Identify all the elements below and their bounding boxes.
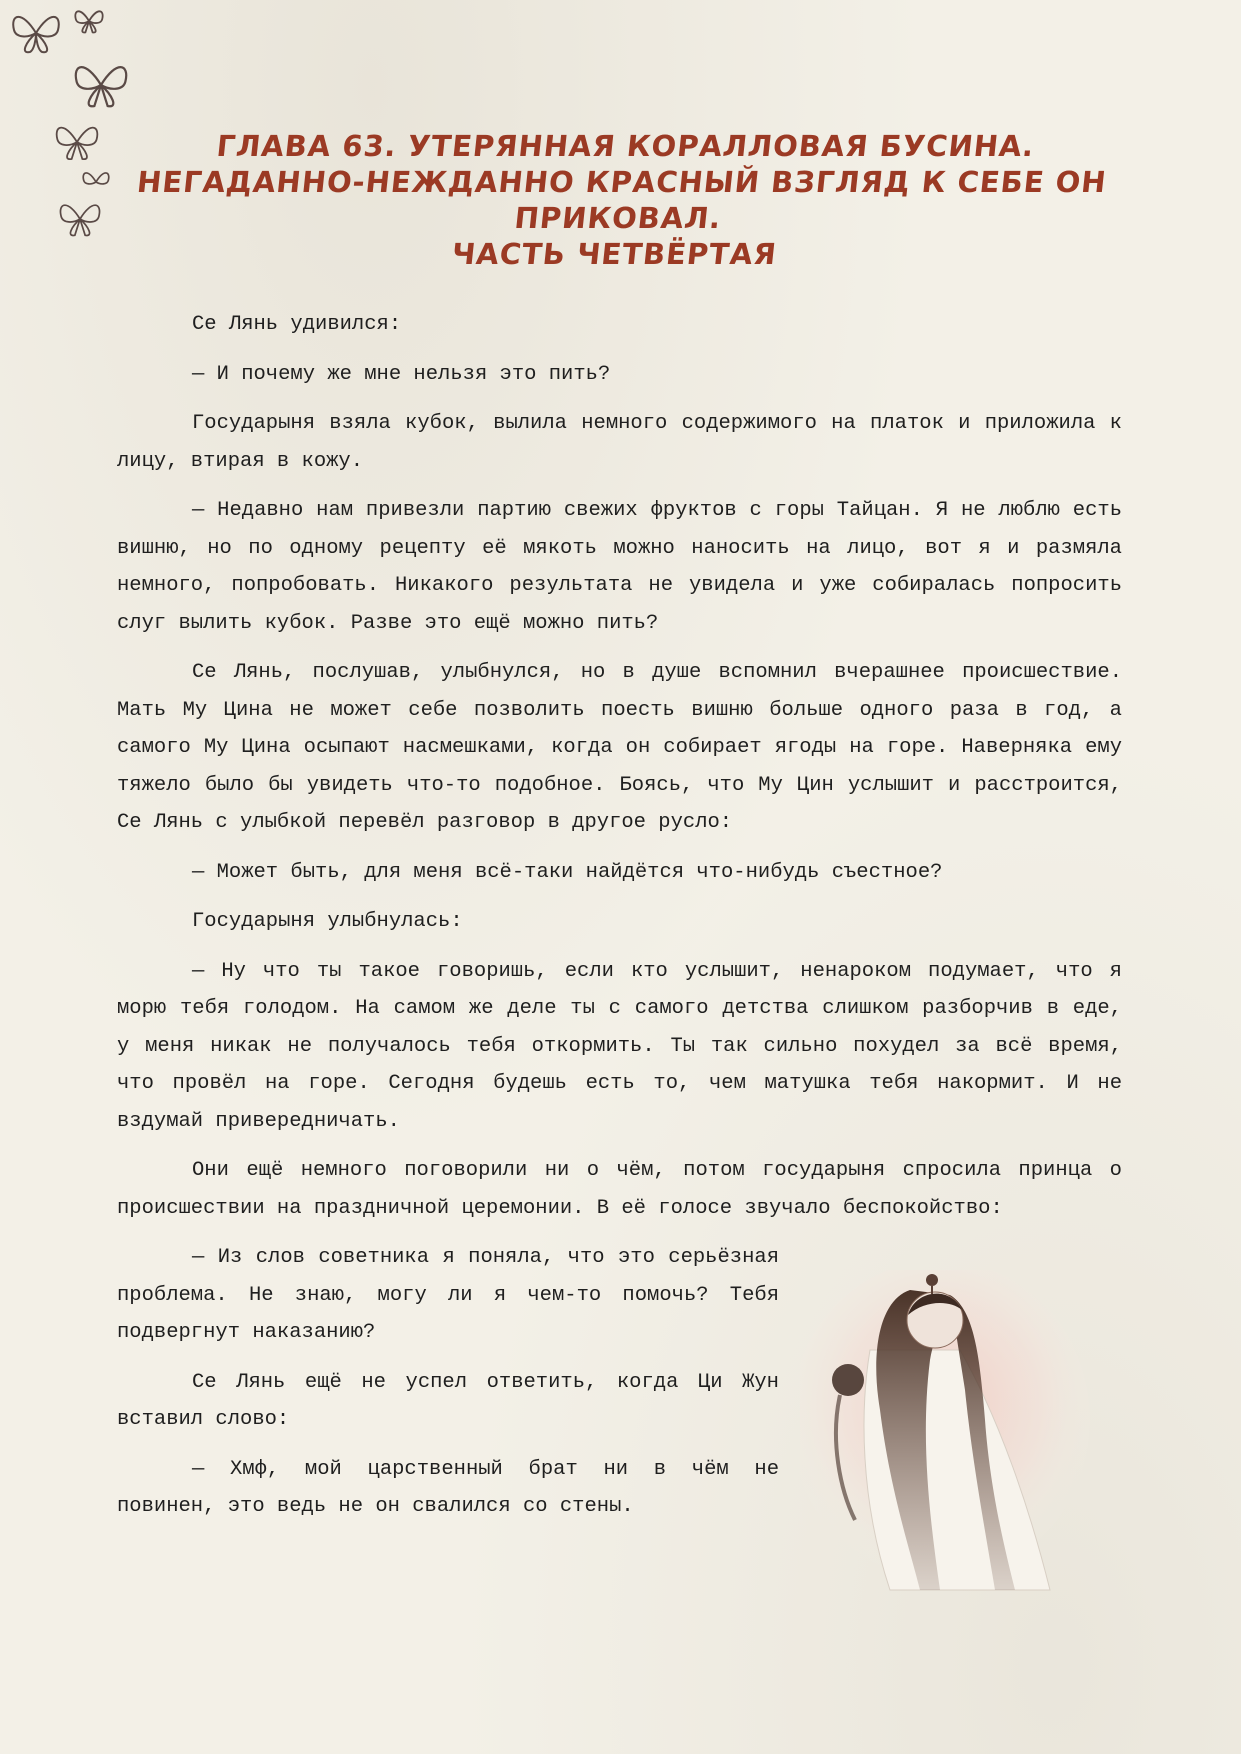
- butterfly-icon: [72, 6, 106, 36]
- chapter-title-line-3: ЧАСТЬ ЧЕТВЁРТАЯ: [450, 237, 779, 271]
- paragraph: Государыня взяла кубок, вылила немного содержимого на платок и приложила к лицу, втирая в кожу.: [117, 412, 1122, 473]
- paragraph: — И почему же мне нельзя это пить?: [192, 362, 611, 386]
- paragraph: — Недавно нам привезли партию свежих фруктов с горы Тайцан. Я не люблю есть вишню, но по одному рецепту её мякоть можно наносить на лицо, вот я и размяла немного, попробовать. Никакого результата не увидела и уже собиралась попросить слуг вылить кубок. Разве это ещё можно пить?: [117, 499, 1122, 635]
- paragraph: — Из слов советника я поняла, что это серьёзная проблема. Не знаю, могу ли я чем-то помочь? Тебя подвергнут наказанию?: [117, 1246, 779, 1344]
- paragraph: — Ну что ты такое говоришь, если кто услышит, ненароком подумает, что я морю тебя голодом. На самом же деле ты с самого детства слишком разборчив в еде, у меня никак не получалось тебя откормить. Ты так сильно похудел за всё время, что провёл на горе. Сегодня будешь есть то, чем матушка тебя накормит. И не вздумай привередничать.: [117, 959, 1122, 1133]
- butterfly-icon: [8, 8, 64, 58]
- chapter-title-line-2: НЕГАДАННО-НЕЖДАННО КРАСНЫЙ ВЗГЛЯД К СЕБЕ ОН ПРИКОВАЛ.: [135, 165, 1109, 235]
- paragraph: Се Лянь ещё не успел ответить, когда Ци Жун вставил слово:: [117, 1370, 779, 1431]
- paragraph: — Может быть, для меня всё-таки найдётся что-нибудь съестное?: [192, 860, 943, 884]
- paragraph: Се Лянь удивился:: [192, 313, 402, 336]
- paragraph: Се Лянь, послушав, улыбнулся, но в душе вспомнил вчерашнее происшествие. Мать Му Цина не может себе позволить поесть вишню больше одного раза в год, а самого Му Цина осыпают насмешками, когда он собирает ягоды на горе. Наверняка ему тяжело было бы увидеть что-то подобное. Боясь, что Му Цин услышит и расстроится, Се Лянь с улыбкой перевёл разговор в другое русло:: [117, 661, 1122, 834]
- paragraph: Государыня улыбнулась:: [192, 910, 463, 933]
- paragraph: — Хмф, мой царственный брат ни в чём не повинен, это ведь не он свалился со стены.: [117, 1457, 779, 1518]
- character-illustration: [800, 1270, 1130, 1610]
- paragraph: Они ещё немного поговорили ни о чём, потом государыня спросила принца о происшествии на праздничной церемонии. В её голосе звучало беспокойство:: [117, 1159, 1122, 1220]
- chapter-title-line-1: ГЛАВА 63. УТЕРЯННАЯ КОРАЛЛОВАЯ БУСИНА.: [215, 129, 1037, 163]
- chapter-title: [82, 128, 1157, 272]
- butterfly-icon: [70, 55, 132, 115]
